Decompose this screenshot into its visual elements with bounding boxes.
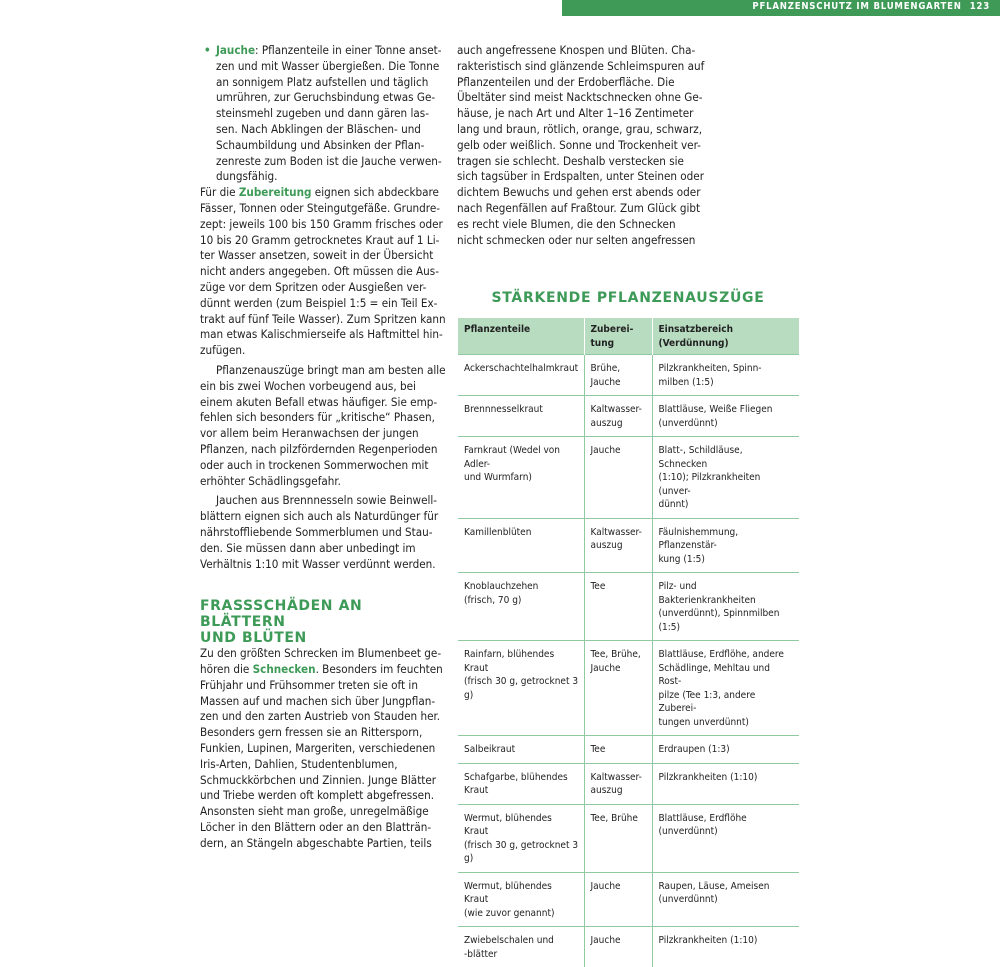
table-row — [458, 641, 799, 736]
table-cell: Tee — [584, 736, 652, 764]
plant-extracts-table — [458, 318, 799, 967]
zubereitung-line: Fässer, Tonnen oder Steingutgefäße. Grundre- — [200, 201, 438, 217]
section-heading-line: UND BLÜTEN — [200, 630, 438, 646]
table-cell: Farnkraut (Wedel von Adler- und Wurmfarn) — [458, 437, 584, 519]
table-cell: Pilzkrankheiten, Spinn- milben (1:5) — [652, 355, 799, 396]
zubereitung-line: züge vor dem Spritzen oder Ausgießen ver- — [200, 280, 438, 296]
zubereitung-line: zufügen. — [200, 343, 438, 359]
table-cell: Wermut, blühendes Kraut (wie zuvor genannt) — [458, 872, 584, 927]
page-number: 123 — [970, 1, 990, 12]
snail-line: Massen auf und machen sich über Jungpflan- — [200, 694, 438, 710]
right-line: gelb oder weißlich. Sonne und Trockenheit ver- — [457, 138, 702, 154]
table-cell: Pilz- und Bakterienkrankheiten (unverdünnt), Spinnmilben (1:5) — [652, 573, 799, 641]
paragraph-line: Pflanzen, nach pilzfördernden Regenperioden — [200, 442, 438, 458]
jauche-text: : Pflanzenteile in einer Tonne anset- — [255, 43, 441, 57]
table-header-row — [458, 318, 799, 355]
running-header — [752, 1, 990, 12]
paragraph-line: einem akuten Befall etwas häufiger. Sie emp- — [200, 395, 438, 411]
paragraph-line: ein bis zwei Wochen vorbeugend aus, bei — [200, 379, 438, 395]
right-line: lang und braun, rötlich, orange, grau, schwarz, — [457, 122, 702, 138]
snail-line: Löcher in den Blättern oder an den Blatträn- — [200, 820, 438, 836]
table-cell: Tee, Brühe — [584, 804, 652, 872]
table-cell: Pilzkrankheiten (1:10) — [652, 927, 799, 967]
right-line: auch angefressene Knospen und Blüten. Cha- — [457, 43, 702, 59]
table-cell: Blattläuse, Erdflöhe, andere Schädlinge, Mehltau und Rost- pilze (Tee 1:3, andere Zuberei- tungen unverdünnt) — [652, 641, 799, 736]
table-cell: Zwiebelschalen und -blätter — [458, 927, 584, 967]
column-header: Zuberei- tung — [584, 318, 652, 355]
paragraph-line: oder auch in trockenen Sommerwochen mit — [200, 458, 438, 474]
right-column — [457, 43, 702, 248]
table-cell: Blattläuse, Weiße Fliegen (unverdünnt) — [652, 396, 799, 437]
table-row — [458, 573, 799, 641]
snail-line: Funkien, Lupinen, Margeriten, verschiedenen — [200, 741, 438, 757]
right-line: nicht schmecken oder nur selten angefressen — [457, 233, 702, 249]
table-cell: Jauche — [584, 437, 652, 519]
running-header-bar — [562, 0, 1000, 16]
table-cell: Fäulnishemmung, Pflanzenstär- kung (1:5) — [652, 518, 799, 573]
table-cell: Brennnesselkraut — [458, 396, 584, 437]
jauche-line: Schaumbildung und Absinken der Pflan- — [200, 138, 438, 154]
table-cell: Tee, Brühe, Jauche — [584, 641, 652, 736]
table-row — [458, 872, 799, 927]
right-line: rakteristisch sind glänzende Schleimspuren auf — [457, 59, 702, 75]
zubereitung-line: ter Wasser ansetzen, soweit in der Übersicht — [200, 248, 438, 264]
table-row — [458, 736, 799, 764]
right-line: nach Regenfällen auf Fraßtour. Zum Glück gibt — [457, 201, 702, 217]
table-cell: Wermut, blühendes Kraut (frisch 30 g, getrocknet 3 g) — [458, 804, 584, 872]
table-row — [458, 763, 799, 804]
schnecken-keyword: Schnecken — [253, 662, 316, 676]
table-cell: Raupen, Läuse, Ameisen (unverdünnt) — [652, 872, 799, 927]
zubereitung-line: man etwas Kalischmierseife als Haftmittel hin- — [200, 327, 438, 343]
right-line: häuse, je nach Art und Alter 1–16 Zentimeter — [457, 106, 702, 122]
paragraph-line: Pflanzenauszüge bringt man am besten alle — [200, 363, 438, 379]
paragraph-line: fehlen sich besonders für „kritische“ Phasen, — [200, 410, 438, 426]
table-cell: Jauche — [584, 872, 652, 927]
table-cell: Erdraupen (1:3) — [652, 736, 799, 764]
table-cell: Ackerschachtelhalmkraut — [458, 355, 584, 396]
table-row — [458, 396, 799, 437]
right-line: dichtem Bewuchs und gehen erst abends oder — [457, 185, 702, 201]
zubereitung-prefix: Für die — [200, 185, 239, 199]
right-line: es recht viele Blumen, die den Schnecken — [457, 217, 702, 233]
snail-line: Zu den größten Schrecken im Blumenbeet ge- — [200, 646, 438, 662]
jauche-line: zen und mit Wasser übergießen. Die Tonne — [200, 59, 438, 75]
snail-line: Schmuckkörbchen und Zinnien. Junge Blätter — [200, 773, 438, 789]
table-cell: Schafgarbe, blühendes Kraut — [458, 763, 584, 804]
jauche-line: an sonnigem Platz aufstellen und täglich — [200, 75, 438, 91]
paragraph-line: den. Sie müssen dann aber unbedingt im — [200, 541, 438, 557]
column-header: Pflanzenteile — [458, 318, 584, 355]
table-row — [458, 437, 799, 519]
zubereitung-line: nicht anders angegeben. Oft müssen die Aus- — [200, 264, 438, 280]
table-row — [458, 355, 799, 396]
zubereitung-line: 10 bis 20 Gramm getrocknetes Kraut auf 1 Li- — [200, 233, 438, 249]
snail-line: Iris-Arten, Dahlien, Studentenblumen, — [200, 757, 438, 773]
section-heading-line: FRASSSCHÄDEN AN BLÄTTERN — [200, 598, 438, 630]
section-heading — [200, 598, 438, 646]
table-cell: Brühe, Jauche — [584, 355, 652, 396]
jauche-line: dungsfähig. — [200, 169, 438, 185]
jauche-line: sen. Nach Abklingen der Bläschen- und — [200, 122, 438, 138]
table-cell: Kaltwasser- auszug — [584, 763, 652, 804]
jauche-keyword: Jauche — [216, 43, 255, 57]
table-row — [458, 518, 799, 573]
left-column — [200, 43, 438, 852]
snail-line: Ansonsten sieht man große, unregelmäßige — [200, 804, 438, 820]
table-cell: Kaltwasser- auszug — [584, 396, 652, 437]
table-cell: Pilzkrankheiten (1:10) — [652, 763, 799, 804]
table-row — [458, 804, 799, 872]
snail-line: Besonders gern fressen sie an Rittersporn, — [200, 725, 438, 741]
table-cell: Kamillenblüten — [458, 518, 584, 573]
zubereitung-first-line — [200, 185, 438, 201]
paragraph-line: Jauchen aus Brennnesseln sowie Beinwell- — [200, 493, 438, 509]
table-cell: Salbeikraut — [458, 736, 584, 764]
snail-line: Frühjahr und Frühsommer treten sie oft in — [200, 678, 438, 694]
column-header: Einsatzbereich (Verdünnung) — [652, 318, 799, 355]
paragraph-line: nährstoffliebende Sommerblumen und Stau- — [200, 525, 438, 541]
paragraph-line: Verhältnis 1:10 mit Wasser verdünnt werden. — [200, 557, 438, 573]
jauche-bullet-line — [200, 43, 438, 59]
snail-rest: . Besonders im feuchten — [316, 662, 443, 676]
right-line: tragen sie schlecht. Deshalb verstecken sie — [457, 154, 702, 170]
snail-keyword-line — [200, 662, 438, 678]
table-cell: Jauche — [584, 927, 652, 967]
jauche-line: zenreste zum Boden ist die Jauche verwen- — [200, 154, 438, 170]
paragraph-line: blättern eignen sich auch als Naturdünger für — [200, 509, 438, 525]
snail-line: und Triebe werden oft komplett abgefressen. — [200, 788, 438, 804]
zubereitung-keyword: Zubereitung — [239, 185, 312, 199]
paragraph-line: erhöhter Schädlingsgefahr. — [200, 474, 438, 490]
snail-prefix: hören die — [200, 662, 253, 676]
snail-line: dern, an Stängeln abgeschabte Partien, teils — [200, 836, 438, 852]
zubereitung-line: dünnt werden (zum Beispiel 1:5 = ein Teil Ex- — [200, 296, 438, 312]
table-cell: Tee — [584, 573, 652, 641]
table-cell: Blatt-, Schildläuse, Schnecken (1:10); Pilzkrankheiten (unver- dünnt) — [652, 437, 799, 519]
zubereitung-line: trakt auf fünf Teile Wasser). Zum Spritzen kann — [200, 312, 438, 328]
table-cell: Rainfarn, blühendes Kraut (frisch 30 g, getrocknet 3 g) — [458, 641, 584, 736]
running-header-title: PFLANZENSCHUTZ IM BLUMENGARTEN — [752, 1, 961, 12]
table-cell: Kaltwasser- auszug — [584, 518, 652, 573]
table-cell: Blattläuse, Erdflöhe (unverdünnt) — [652, 804, 799, 872]
bullet-icon: • — [204, 43, 211, 59]
table-row — [458, 927, 799, 967]
snail-line: zen und den zarten Austrieb von Stauden her. — [200, 709, 438, 725]
right-line: sich tagsüber in Erdspalten, unter Steinen oder — [457, 169, 702, 185]
table-title: STÄRKENDE PFLANZENAUSZÜGE — [460, 290, 796, 306]
right-line: Pflanzenteilen und der Erdoberfläche. Die — [457, 75, 702, 91]
jauche-line: steinsmehl zugeben und dann gären las- — [200, 106, 438, 122]
zubereitung-line: zept: jeweils 100 bis 150 Gramm frisches oder — [200, 217, 438, 233]
jauche-line: umrühren, zur Geruchsbindung etwas Ge- — [200, 90, 438, 106]
table-cell: Knoblauchzehen (frisch, 70 g) — [458, 573, 584, 641]
paragraph-line: vor allem beim Heranwachsen der jungen — [200, 426, 438, 442]
zubereitung-rest: eignen sich abdeckbare — [311, 185, 439, 199]
right-line: Übeltäter sind meist Nacktschnecken ohne Ge- — [457, 90, 702, 106]
